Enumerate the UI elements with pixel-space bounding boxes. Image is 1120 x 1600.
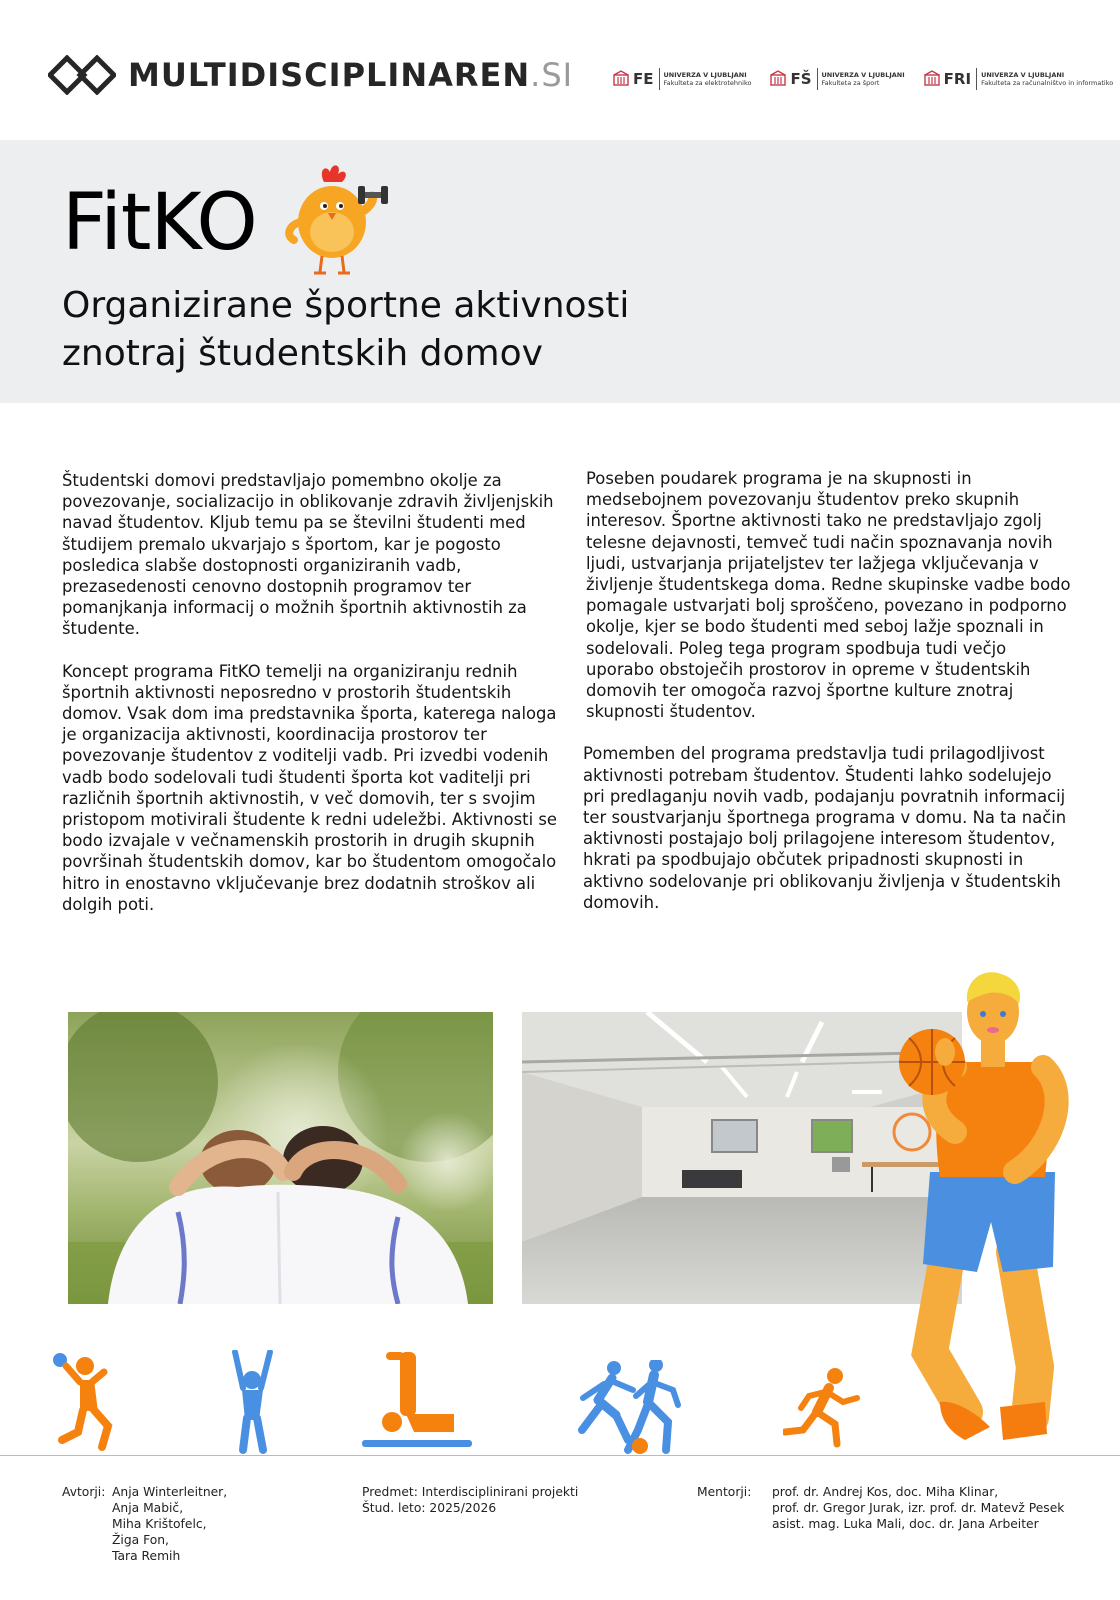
university-seal-icon — [769, 70, 787, 88]
author-name: Žiga Fon, — [112, 1533, 169, 1547]
page-subtitle: Organizirane športne aktivnosti znotraj študentskih domov — [62, 285, 630, 374]
multidisciplinaren-logo — [48, 55, 573, 95]
hero-banner — [0, 140, 1120, 403]
students-hug-photo — [68, 1012, 493, 1304]
university-logo-fs: FŠ UNIVERZA V LJUBLJANI Fakulteta za šport — [769, 68, 904, 90]
paragraph: Pomemben del programa predstavlja tudi prilagodljivost aktivnosti potrebam študentov. Študenti lahko sodelujejo pri predlaganju novih vadb, podajanju povratnih informacij ter soustvarjanju športnega programa v domu. Na ta način aktivnosti postajajo bolj prilagojene interesom študentov, hkrati pa spodbujajo občutek pripadnosti skupnosti in aktivno sodelovanje pri oblikovanju življenja v študentskih domovih. — [583, 744, 1067, 912]
basketball-player-illustration — [895, 972, 1091, 1452]
logo-text: MULTIDISCIPLINAREN.SI — [128, 56, 574, 94]
stretching-person-icon — [225, 1350, 280, 1455]
university-logos — [612, 68, 1113, 90]
runner-icon — [783, 1368, 863, 1448]
volleyball-player-icon — [50, 1352, 120, 1452]
text-column-left — [62, 470, 562, 936]
author-name: Anja Winterleitner, — [112, 1485, 228, 1499]
text-column-right — [583, 468, 1076, 934]
university-logo-fri: FRI UNIVERZA V LJUBLJANI Fakulteta za računalništvo in informatiko — [923, 68, 1114, 90]
mentor-names: prof. dr. Andrej Kos, doc. Miha Klinar, — [772, 1485, 999, 1499]
diamond-logo-icon — [48, 55, 116, 95]
mentor-names: prof. dr. Gregor Jurak, izr. prof. dr. Matevž Pesek — [772, 1501, 1065, 1515]
footer-course: Predmet: Interdisciplinirani projekti Štud. leto: 2025/2026 — [362, 1485, 579, 1515]
footer-divider — [0, 1455, 1120, 1456]
paragraph: Študentski domovi predstavljajo pomembno okolje za povezovanje, socializacijo in oblikovanje zdravih življenjskih navad študentov. Kljub temu pa se številni študenti med študijem premalo ukvarjajo s športom, kar je pogosto posledica slabše dostopnosti organiziranih vadb, prezasedenosti cenovno dostopnih programov ter pomanjkanja informacij o možnih športnih aktivnostih za študente. — [62, 471, 554, 639]
university-logo-fe: FE UNIVERZA V LJUBLJANI Fakulteta za elektrotehniko — [612, 68, 751, 90]
page-title: FitKO — [62, 178, 257, 268]
paragraph: Koncept programa FitKO temelji na organiziranju rednih športnih aktivnosti neposredno v prostorih študentskih domov. Vsak dom ima predstavnika športa, katerega naloga je organizacija aktivnosti, koordinacija prostorov ter povezovanje študentov z voditelji vadb. Pri izvedbi vodenih vadb bodo sodelovali tudi študenti športa kot vaditelji pri različnih športnih aktivnostih, v več domovih, ter s svojim pristopom motivirali študente k redni udeležbi. Aktivnosti se bodo izvajale v večnamenskih prostorih in drugih skupnih površinah študentskih domov, kar bo študentom omogočalo hitro in enostavno vključevanje brez dodatnih stroškov ali dolgih poti. — [62, 661, 557, 914]
university-seal-icon — [923, 70, 941, 88]
footer-mentors: Mentorji: prof. dr. Andrej Kos, doc. Miha Klinar, prof. dr. Gregor Jurak, izr. prof. dr. Matevž Pesek asist. mag. Luka Mali, doc. dr. Jana Arbeiter — [697, 1485, 1065, 1531]
football-players-icon — [578, 1360, 693, 1455]
fitness-exercise-icon — [362, 1352, 472, 1452]
footer-authors: Avtorji: Anja Winterleitner, Anja Mabič, Miha Krištofelc, Žiga Fon, Tara Remih — [62, 1485, 228, 1563]
chick-mascot-icon — [282, 160, 392, 280]
mentor-names: asist. mag. Luka Mali, doc. dr. Jana Arbeiter — [772, 1517, 1039, 1531]
page-header — [0, 0, 1120, 140]
paragraph: Poseben poudarek programa je na skupnosti in medsebojnem povezovanju študentov preko skupnih interesov. Športne aktivnosti tako ne predstavljajo zgolj telesne dejavnosti, temveč tudi način spoznavanja novih ljudi, ustvarjanja prijateljstev ter lažjega vključevanja v življenje študentskega doma. Redne skupinske vadbe bodo pomagale ustvarjati bolj sproščeno, povezano in podporno okolje, kjer se bodo študenti med seboj lažje spoznali in sodelovali. Poleg tega program spodbuja tudi večjo uporabo obstoječih prostorov in opreme v študentskih domovih ter omogoča razvoj športne kulture znotraj skupnosti študentov. — [586, 469, 1071, 722]
university-seal-icon — [612, 70, 630, 88]
author-name: Anja Mabič, — [112, 1501, 184, 1515]
author-name: Miha Krištofelc, — [112, 1517, 207, 1531]
author-name: Tara Remih — [112, 1549, 181, 1563]
